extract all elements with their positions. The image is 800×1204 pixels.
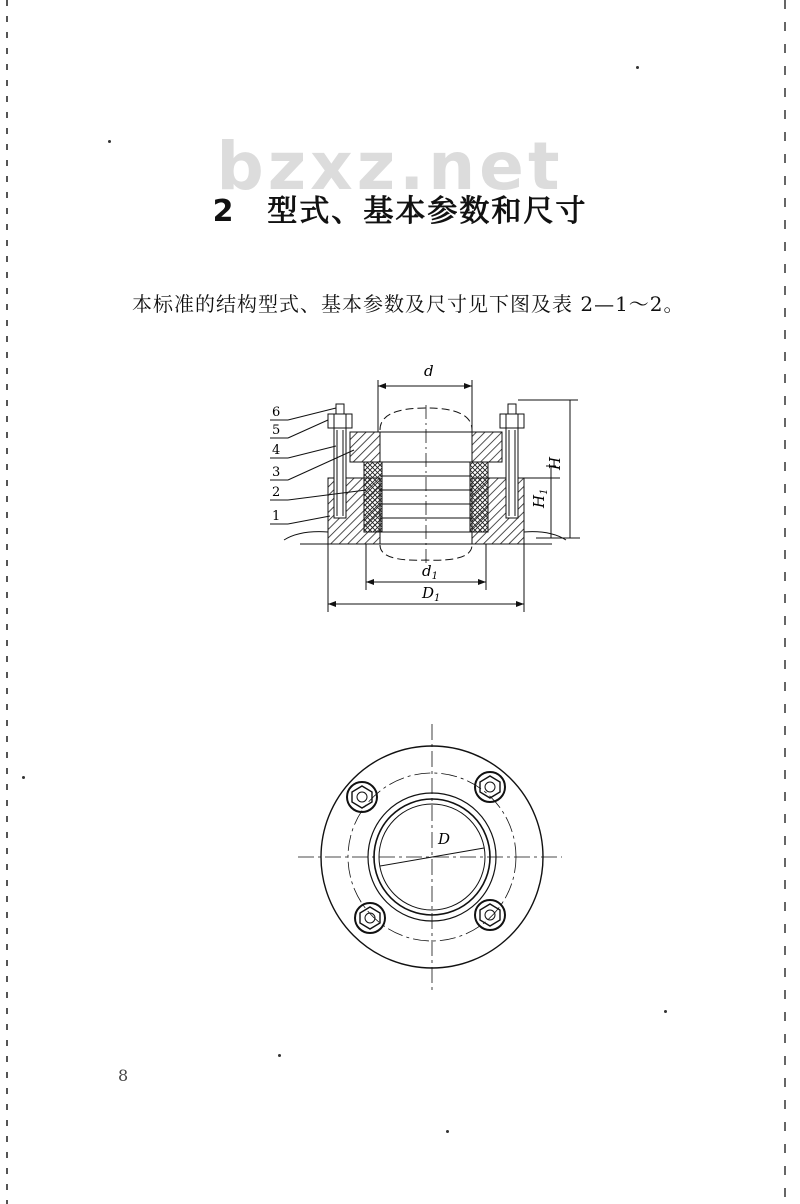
- watermark: bzxz.net: [216, 128, 564, 205]
- part-number-6: 6: [272, 405, 281, 420]
- label-D: D: [438, 830, 451, 848]
- scan-speck: [278, 1054, 281, 1057]
- scan-speck: [108, 140, 111, 143]
- label-h: H: [546, 456, 564, 470]
- part-number-1: 1: [272, 509, 281, 524]
- bolt-top-left: [347, 782, 377, 812]
- part-number-2: 2: [272, 485, 281, 500]
- scan-speck: [664, 1010, 667, 1013]
- intro-paragraph: 本标准的结构型式、基本参数及尺寸见下图及表 2—1～2。: [132, 292, 685, 316]
- section-title: 2 型式、基本参数和尺寸: [212, 194, 588, 229]
- scan-speck: [446, 1130, 449, 1133]
- label-d: d: [424, 362, 434, 380]
- scan-speck: [22, 776, 25, 779]
- page-number: 8: [118, 1066, 129, 1085]
- part-number-5: 5: [272, 423, 281, 438]
- part-number-3: 3: [272, 465, 281, 480]
- label-d1: $d_1$: [422, 562, 438, 582]
- label-h1: $H_1$: [530, 488, 550, 508]
- part-number-4: 4: [272, 443, 281, 458]
- label-D1: $D_1$: [422, 584, 441, 604]
- bolt-bottom-right: [475, 900, 505, 930]
- scan-speck: [636, 66, 639, 69]
- bolt-top-right: [475, 772, 505, 802]
- bolt-bottom-left: [355, 903, 385, 933]
